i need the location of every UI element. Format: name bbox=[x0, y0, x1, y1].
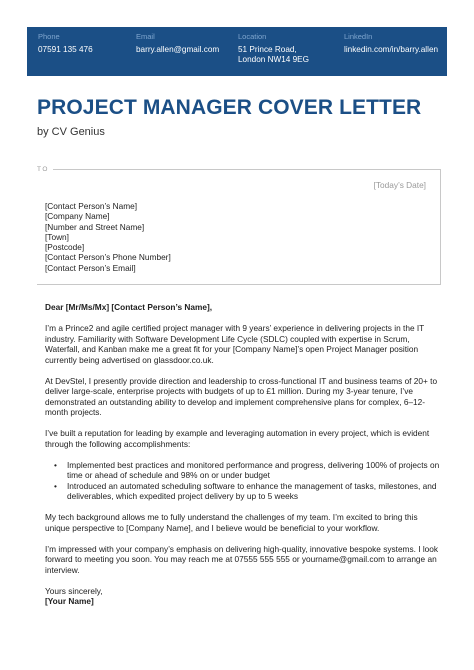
email-label: Email bbox=[136, 32, 155, 41]
letter-date: [Today’s Date] bbox=[373, 180, 426, 190]
location-value: 51 Prince Road, London NW14 9EG bbox=[238, 45, 310, 64]
accomplishments-list bbox=[45, 460, 440, 502]
recipient-street: [Number and Street Name] bbox=[45, 221, 145, 232]
page-subtitle: by CV Genius bbox=[37, 126, 105, 138]
to-box-top-border bbox=[53, 169, 441, 170]
recipient-phone: [Contact Person’s Phone Number] bbox=[45, 252, 171, 263]
linkedin-label: LinkedIn bbox=[344, 32, 373, 41]
recipient-town: [Town] bbox=[45, 231, 69, 242]
recipient-postcode: [Postcode] bbox=[45, 242, 85, 253]
list-item: • Implemented best practices and monitored performance and progress, delivering 100% of projects on time or ahead of schedule and 98% on or under budget bbox=[54, 460, 440, 481]
list-item: • Introduced an automated scheduling software to enhance the management of tasks, milestones, and deliverables, which expedited project delivery by up to 5 weeks bbox=[54, 481, 440, 502]
phone-label: Phone bbox=[38, 32, 60, 41]
letter-body bbox=[45, 302, 440, 607]
salutation: Dear [Mr/Ms/Mx] [Contact Person’s Name], bbox=[45, 302, 213, 312]
email-value[interactable]: barry.allen@gmail.com bbox=[136, 45, 220, 54]
location-block bbox=[238, 32, 309, 65]
paragraph-background: My tech background allows me to fully understand the challenges of my team. I’m excited to bring this unique perspective to [Company Name], and I believe would be beneficial to your workflow. bbox=[45, 512, 418, 533]
location-label: Location bbox=[238, 32, 267, 41]
paragraph-intro: I’m a Prince2 and agile certified project manager with 9 years’ experience in delivering projects in the IT industry. Familiarity with Software Development Life Cycle (SDLC) coupled with expertise in Scrum, Waterfall, and Kanban make me a great fit for your [Company Name]’s open Project Manager position currently being advertised on glassdoor.co.uk. bbox=[45, 323, 425, 365]
to-box-right-border bbox=[440, 169, 441, 285]
linkedin-value[interactable]: linkedin.com/in/barry.allen bbox=[344, 45, 439, 54]
to-box-bottom-border bbox=[37, 284, 441, 285]
paragraph-accomplishments-intro: I’ve built a reputation for leading by example and leveraging automation in every project, which is evident through the following accomplishments: bbox=[45, 428, 430, 449]
recipient-address bbox=[45, 201, 171, 273]
signature: [Your Name] bbox=[45, 596, 94, 606]
email-block bbox=[136, 32, 219, 55]
phone-block bbox=[38, 32, 93, 55]
contact-header bbox=[27, 27, 447, 76]
to-label: TO bbox=[37, 166, 49, 173]
paragraph-experience: At DevStel, I presently provide direction and leadership to cross-functional IT and business teams of 20+ to deliver large-scale, enterprise projects with budgets of up to £1 million. During my 3-year tenure, I’ve demonstrated an outstanding ability to develop and implement comprehensive plans for complex, 6–12-month projects. bbox=[45, 375, 438, 417]
recipient-company: [Company Name] bbox=[45, 211, 110, 222]
phone-value: 07591 135 476 bbox=[38, 45, 93, 54]
page-title: PROJECT MANAGER COVER LETTER bbox=[37, 96, 422, 119]
recipient-email: [Contact Person’s Email] bbox=[45, 262, 136, 273]
linkedin-block bbox=[344, 32, 438, 55]
paragraph-closing: I’m impressed with your company’s emphasis on delivering high-quality, innovative bespoke systems. I look forward to meeting you soon. You may reach me at 07555 555 555 or yourname@gmail.com to arrange an interview. bbox=[45, 543, 439, 575]
recipient-name: [Contact Person’s Name] bbox=[45, 201, 138, 211]
closing: Yours sincerely, bbox=[45, 585, 103, 596]
